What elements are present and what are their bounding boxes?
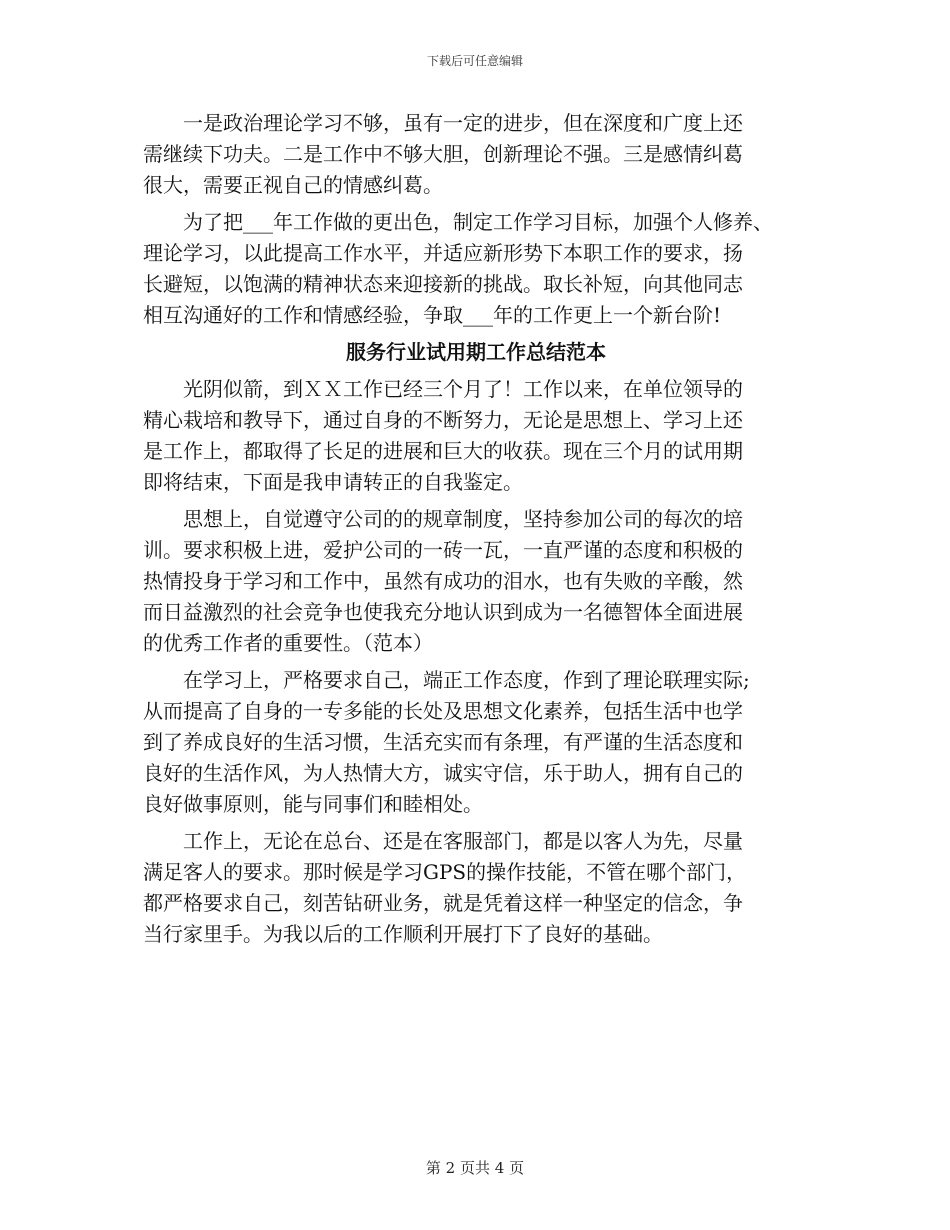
paragraph-line: 相互沟通好的工作和情感经验，争取___年的工作更上一个新台阶! [143, 303, 722, 327]
paragraph-line: 即将结束，下面是我申请转正的自我鉴定。 [143, 470, 523, 494]
paragraph-line: 长避短，以饱满的精神状态来迎接新的挑战。取长补短，向其他同志 [143, 272, 743, 296]
paragraph [143, 504, 809, 659]
paragraph-line: 工作上，无论在总台、还是在客服部门，都是以客人为先，尽量 [183, 829, 743, 853]
paragraph-line: 一是政治理论学习不够，虽有一定的进步，但在深度和广度上还 [183, 111, 743, 135]
paragraph [143, 374, 809, 498]
paragraph-line: 热情投身于学习和工作中，虽然有成功的泪水，也有失败的辛酸，然 [143, 569, 743, 593]
paragraph-line: 都严格要求自己，刻苦钻研业务，就是凭着这样一种坚定的信念，争 [143, 891, 743, 915]
paragraph-line: 良好做事原则，能与同事们和睦相处。 [143, 792, 483, 816]
paragraph-line: 很大，需要正视自己的情感纠葛。 [143, 173, 443, 197]
paragraph-line: 良好的生活作风，为人热情大方，诚实守信，乐于助人，拥有自己的 [143, 761, 743, 785]
paragraph-line: 光阴似箭，到ＸＸ工作已经三个月了！工作以来，在单位领导的 [183, 377, 743, 401]
paragraph-line: 需继续下功夫。二是工作中不够大胆，创新理论不强。三是感情纠葛 [143, 142, 743, 166]
paragraph-line: 当行家里手。为我以后的工作顺利开展打下了良好的基础。 [143, 922, 663, 946]
paragraph [143, 207, 809, 331]
paragraph-line: 而日益激烈的社会竞争也使我充分地认识到成为一名德智体全面进展 [143, 600, 743, 624]
paragraph-line: 思想上，自觉遵守公司的的规章制度，坚持参加公司的每次的培 [183, 507, 743, 531]
paragraph-line: 精心栽培和教导下，通过自身的不断努力，无论是思想上、学习上还 [143, 408, 743, 432]
paragraph-line: 是工作上，都取得了长足的进展和巨大的收获。现在三个月的试用期 [143, 439, 743, 463]
page-header: 下载后可任意编辑 [426, 54, 523, 68]
document-body [143, 108, 809, 950]
paragraph-line: 满足客人的要求。那时候是学习GPS的操作技能，不管在哪个部门， [143, 860, 747, 884]
paragraph [143, 826, 809, 950]
paragraph-line: 到了养成良好的生活习惯，生活充实而有条理，有严谨的生活态度和 [143, 730, 743, 754]
paragraph-line: 在学习上，严格要求自己，端正工作态度，作到了理论联理实际; [183, 668, 750, 692]
paragraph-line: 的优秀工作者的重要性。（范本） [143, 631, 433, 655]
paragraph [143, 665, 809, 820]
paragraph [143, 108, 809, 201]
paragraph-line: 理论学习，以此提高工作水平，并适应新形势下本职工作的要求，扬 [143, 241, 743, 265]
paragraph-line: 为了把___年工作做的更出色，制定工作学习目标，加强个人修养、 [183, 210, 773, 234]
paragraph-line: 从而提高了自身的一专多能的长处及思想文化素养，包括生活中也学 [143, 699, 743, 723]
page-number: 第 2 页共 4 页 [425, 1159, 525, 1177]
section-title: 服务行业试用期工作总结范本 [346, 340, 606, 364]
paragraph-line: 训。要求积极上进，爱护公司的一砖一瓦，一直严谨的态度和积极的 [143, 538, 743, 562]
